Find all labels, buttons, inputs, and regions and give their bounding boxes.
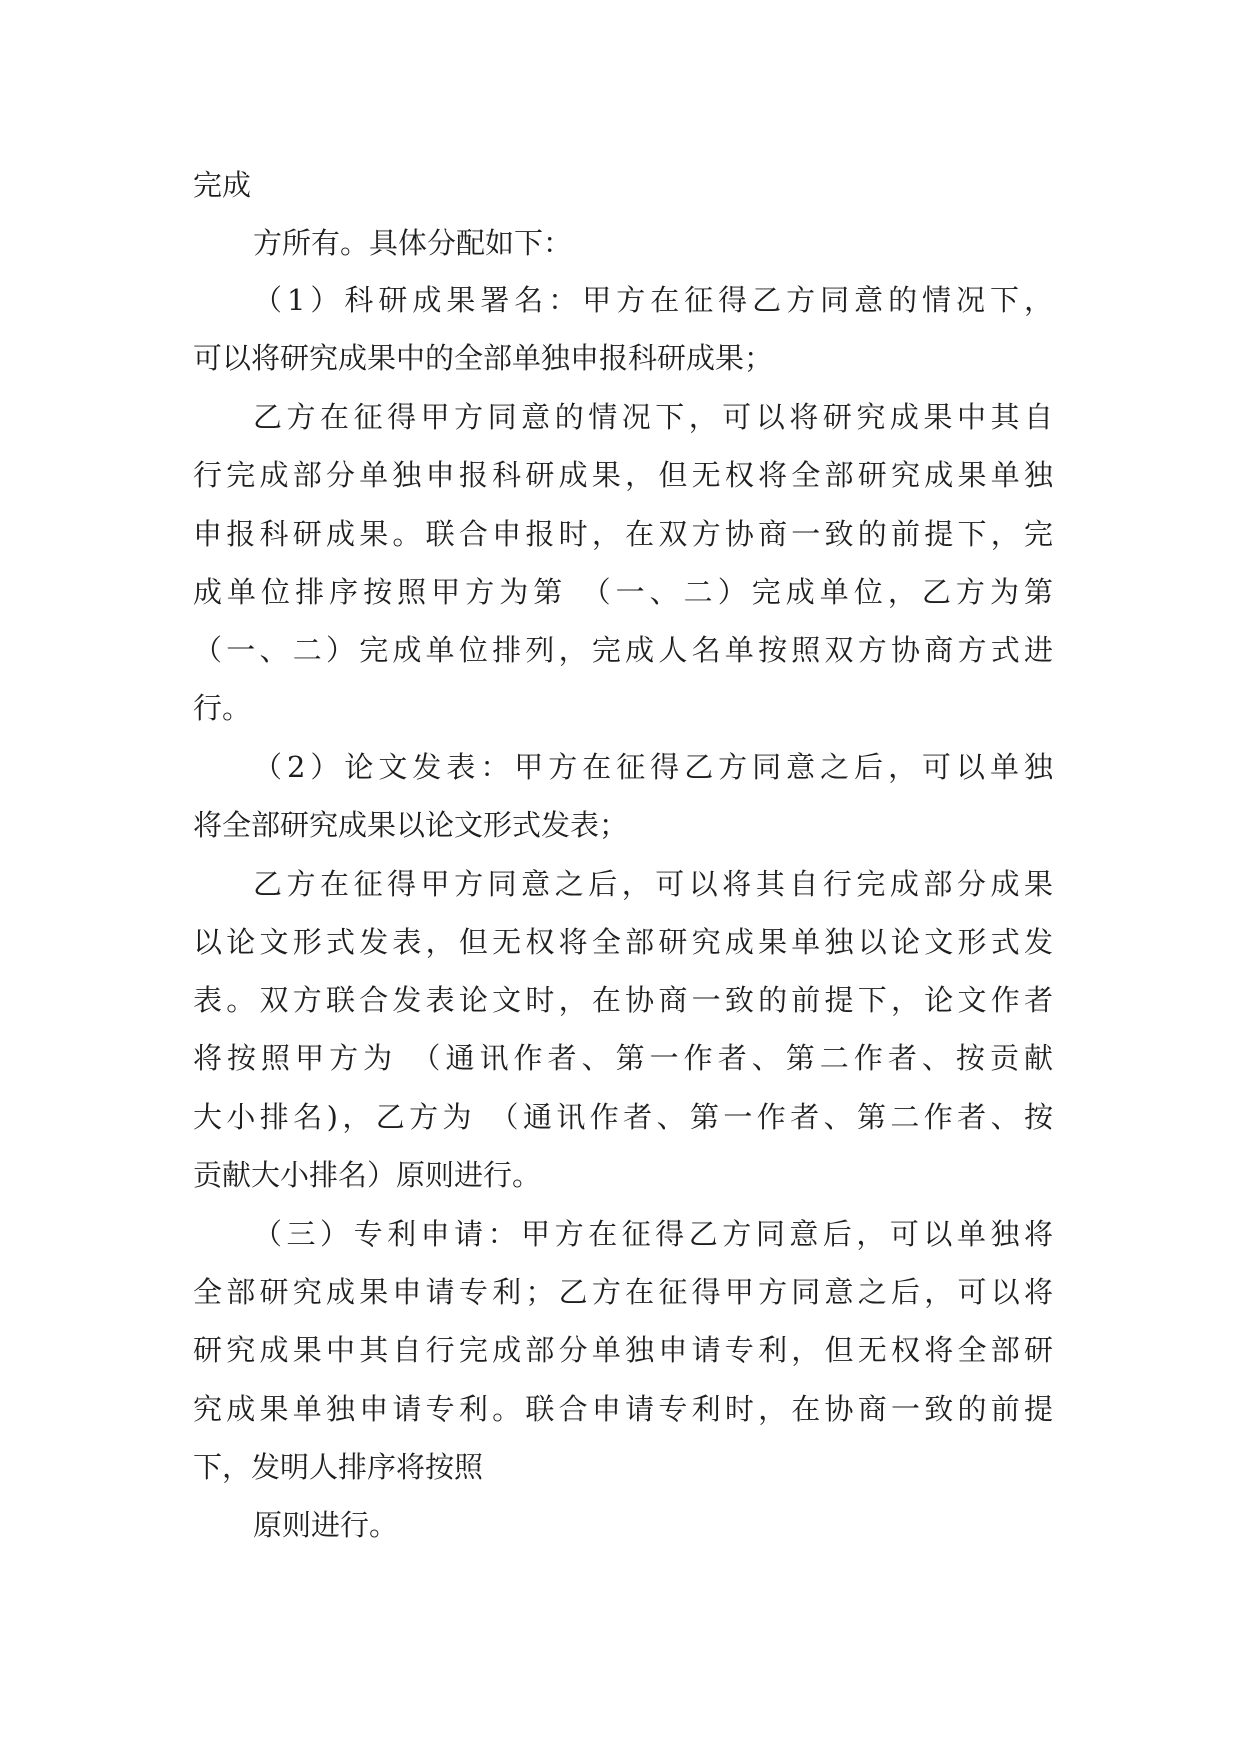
- text-line: 表。双方联合发表论文时，在协商一致的前提下，论文作者: [193, 983, 1053, 1017]
- text-line: 下，发明人排序将按照: [193, 1450, 484, 1484]
- text-line: 将按照甲方为 （通讯作者、第一作者、第二作者、按贡献: [193, 1041, 1053, 1075]
- text-line: 全部研究成果申请专利；乙方在征得甲方同意之后，可以将: [193, 1275, 1053, 1309]
- text-line: 乙方在征得甲方同意的情况下，可以将研究成果中其自: [253, 400, 1053, 434]
- text-line: （一、二）完成单位排列，完成人名单按照双方协商方式进: [193, 633, 1053, 667]
- text-line: （三）专利申请：甲方在征得乙方同意后，可以单独将: [253, 1217, 1053, 1251]
- text-line: 乙方在征得甲方同意之后，可以将其自行完成部分成果: [253, 867, 1053, 901]
- text-line: 将全部研究成果以论文形式发表；: [193, 808, 629, 842]
- text-line: 研究成果中其自行完成部分单独申请专利，但无权将全部研: [193, 1333, 1053, 1367]
- text-line: 成单位排序按照甲方为第 （一、二）完成单位，乙方为第: [193, 575, 1053, 609]
- text-line: 完成: [193, 168, 252, 202]
- text-line: 方所有。具体分配如下：: [253, 226, 573, 260]
- text-line: 究成果单独申请专利。联合申请专利时，在协商一致的前提: [193, 1392, 1053, 1426]
- text-line: 可以将研究成果中的全部单独申报科研成果；: [193, 341, 774, 375]
- text-line: 贡献大小排名）原则进行。: [193, 1158, 542, 1192]
- text-line: （2）论文发表：甲方在征得乙方同意之后，可以单独: [253, 750, 1053, 784]
- text-line: 行完成部分单独申报科研成果，但无权将全部研究成果单独: [193, 458, 1053, 492]
- text-line: （1）科研成果署名：甲方在征得乙方同意的情况下，: [253, 283, 1053, 317]
- text-line: 以论文形式发表，但无权将全部研究成果单独以论文形式发: [193, 925, 1053, 959]
- text-line: 原则进行。: [253, 1508, 399, 1542]
- text-line: 行。: [193, 691, 252, 725]
- text-line: 大小排名)，乙方为 （通讯作者、第一作者、第二作者、按: [193, 1100, 1053, 1134]
- text-line: 申报科研成果。联合申报时，在双方协商一致的前提下，完: [193, 517, 1053, 551]
